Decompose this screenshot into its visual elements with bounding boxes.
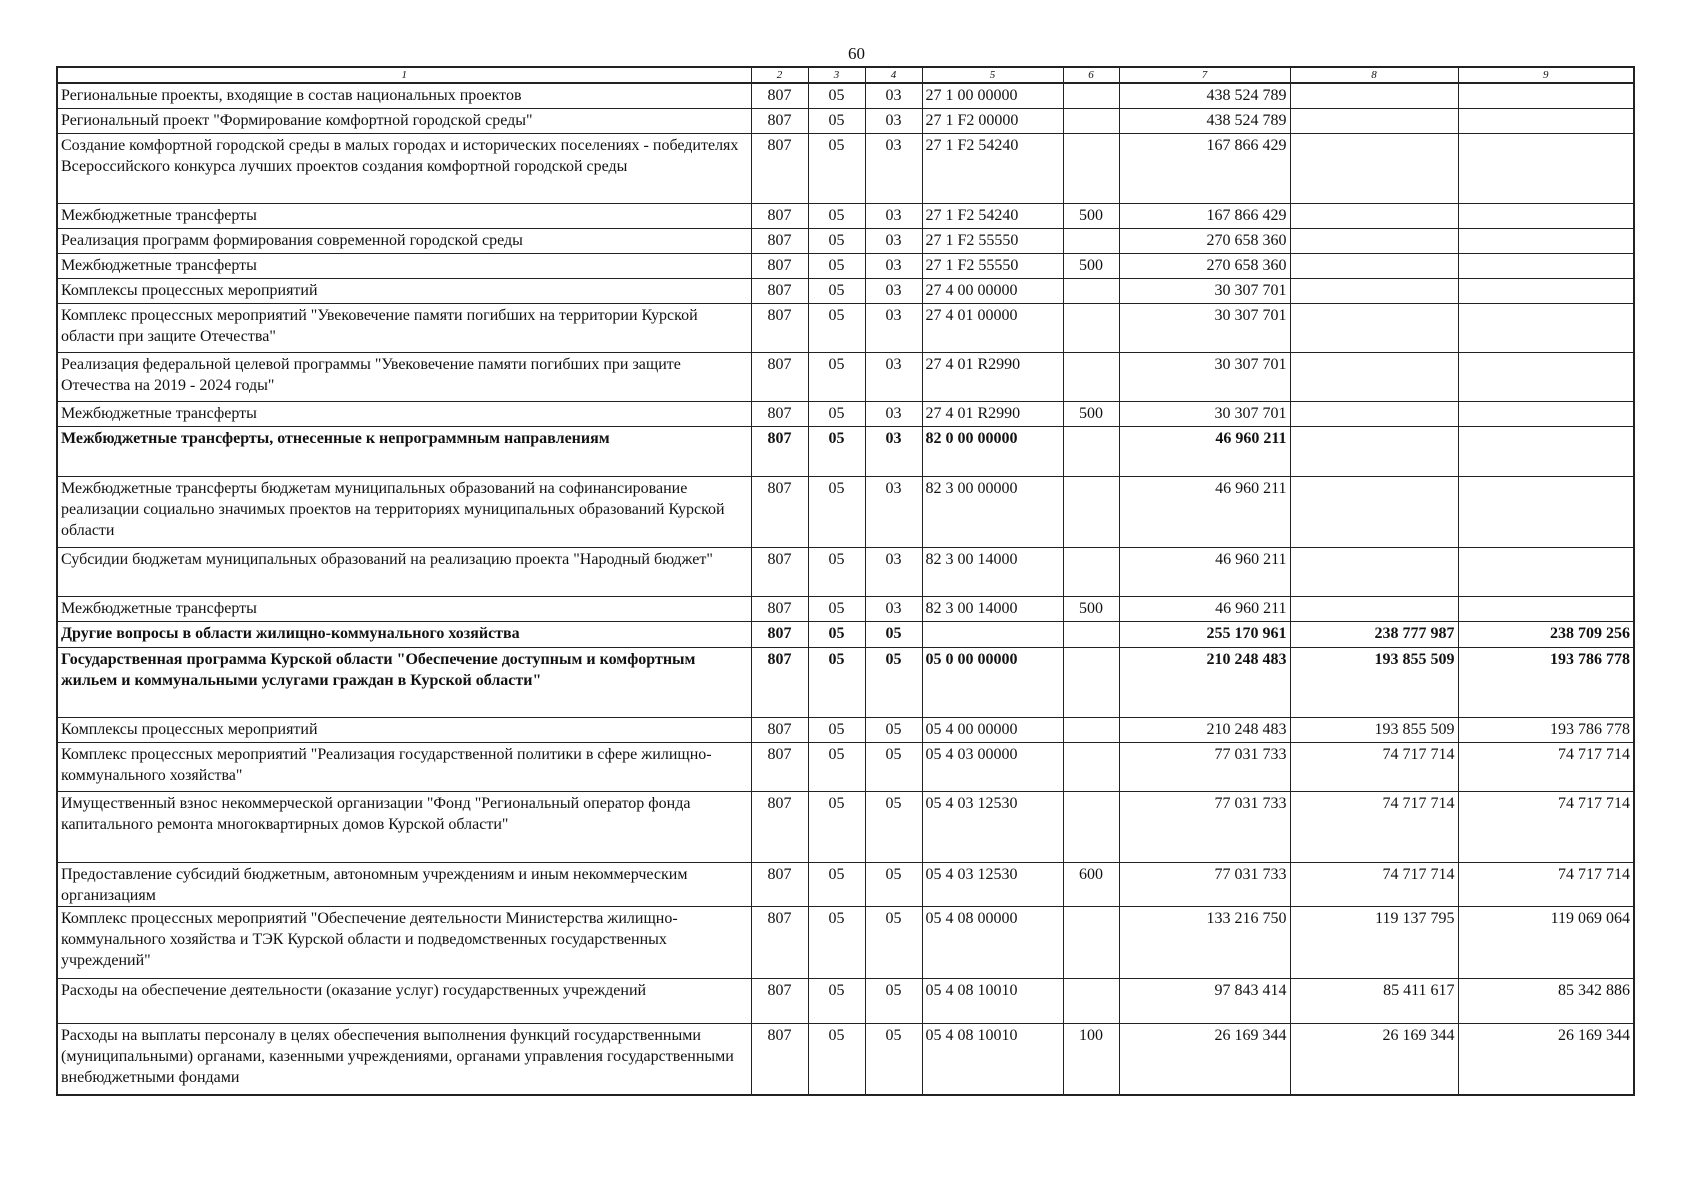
amount-year-1: 210 248 483 xyxy=(1119,717,1290,742)
amount-year-2: 193 855 509 xyxy=(1290,717,1458,742)
table-row xyxy=(57,862,1634,906)
column-number: 6 xyxy=(1063,67,1119,83)
section-code: 05 xyxy=(808,621,865,647)
amount-year-2: 74 717 714 xyxy=(1290,862,1458,906)
table-row xyxy=(57,621,1634,647)
amount-year-1: 30 307 701 xyxy=(1119,278,1290,303)
section-code: 05 xyxy=(808,352,865,401)
grbs-code: 807 xyxy=(751,717,808,742)
target-article-code: 27 1 F2 54240 xyxy=(922,133,1063,203)
subsection-code: 03 xyxy=(865,426,922,476)
amount-year-1: 438 524 789 xyxy=(1119,108,1290,133)
row-name: Межбюджетные трансферты, отнесенные к непрограммным направлениям xyxy=(57,426,751,476)
row-name: Имущественный взнос некоммерческой организации "Фонд "Региональный оператор фонда капитального ремонта многоквартирных домов Курской области" xyxy=(57,791,751,862)
section-code: 05 xyxy=(808,742,865,791)
target-article-code: 05 4 08 10010 xyxy=(922,1023,1063,1095)
table-row xyxy=(57,791,1634,862)
grbs-code: 807 xyxy=(751,647,808,717)
target-article-code: 05 4 08 00000 xyxy=(922,906,1063,978)
grbs-code: 807 xyxy=(751,547,808,596)
amount-year-2 xyxy=(1290,203,1458,228)
amount-year-1: 270 658 360 xyxy=(1119,228,1290,253)
subsection-code: 05 xyxy=(865,717,922,742)
subsection-code: 03 xyxy=(865,108,922,133)
grbs-code: 807 xyxy=(751,108,808,133)
subsection-code: 05 xyxy=(865,1023,922,1095)
subsection-code: 03 xyxy=(865,83,922,108)
row-name: Другие вопросы в области жилищно-коммунального хозяйства xyxy=(57,621,751,647)
amount-year-2: 85 411 617 xyxy=(1290,978,1458,1023)
target-article-code: 05 4 03 12530 xyxy=(922,862,1063,906)
row-name: Предоставление субсидий бюджетным, автономным учреждениям и иным некоммерческим организациям xyxy=(57,862,751,906)
amount-year-3 xyxy=(1458,547,1634,596)
amount-year-3: 119 069 064 xyxy=(1458,906,1634,978)
subsection-code: 03 xyxy=(865,278,922,303)
amount-year-1: 167 866 429 xyxy=(1119,133,1290,203)
column-number: 3 xyxy=(808,67,865,83)
table-row xyxy=(57,278,1634,303)
table-row xyxy=(57,253,1634,278)
amount-year-3 xyxy=(1458,203,1634,228)
expense-type-code: 600 xyxy=(1063,862,1119,906)
column-number: 7 xyxy=(1119,67,1290,83)
table-row xyxy=(57,717,1634,742)
expense-type-code: 500 xyxy=(1063,596,1119,621)
subsection-code: 03 xyxy=(865,133,922,203)
target-article-code: 05 4 03 12530 xyxy=(922,791,1063,862)
subsection-code: 03 xyxy=(865,476,922,547)
amount-year-3 xyxy=(1458,401,1634,426)
column-number: 8 xyxy=(1290,67,1458,83)
section-code: 05 xyxy=(808,83,865,108)
expense-type-code xyxy=(1063,547,1119,596)
grbs-code: 807 xyxy=(751,352,808,401)
amount-year-2: 26 169 344 xyxy=(1290,1023,1458,1095)
section-code: 05 xyxy=(808,476,865,547)
amount-year-1: 270 658 360 xyxy=(1119,253,1290,278)
amount-year-1: 167 866 429 xyxy=(1119,203,1290,228)
expense-type-code xyxy=(1063,647,1119,717)
table-row xyxy=(57,647,1634,717)
row-name: Создание комфортной городской среды в малых городах и исторических поселениях - победителях Всероссийского конкурса лучших проектов создания комфортной городской среды xyxy=(57,133,751,203)
column-number: 1 xyxy=(57,67,751,83)
target-article-code: 27 4 00 00000 xyxy=(922,278,1063,303)
target-article-code: 05 4 03 00000 xyxy=(922,742,1063,791)
budget-table xyxy=(56,66,1635,1096)
row-name: Расходы на обеспечение деятельности (оказание услуг) государственных учреждений xyxy=(57,978,751,1023)
target-article-code: 82 3 00 00000 xyxy=(922,476,1063,547)
section-code: 05 xyxy=(808,547,865,596)
grbs-code: 807 xyxy=(751,791,808,862)
table-row xyxy=(57,426,1634,476)
amount-year-3: 74 717 714 xyxy=(1458,862,1634,906)
row-name: Расходы на выплаты персоналу в целях обеспечения выполнения функций государственными (муниципальными) органами, казенными учреждениями, органами управления государственными внебюджетными фондами xyxy=(57,1023,751,1095)
grbs-code: 807 xyxy=(751,278,808,303)
table-row xyxy=(57,742,1634,791)
column-number: 9 xyxy=(1458,67,1634,83)
expense-type-code: 500 xyxy=(1063,401,1119,426)
grbs-code: 807 xyxy=(751,401,808,426)
amount-year-2 xyxy=(1290,352,1458,401)
grbs-code: 807 xyxy=(751,83,808,108)
amount-year-1: 46 960 211 xyxy=(1119,547,1290,596)
amount-year-1: 30 307 701 xyxy=(1119,303,1290,352)
row-name: Субсидии бюджетам муниципальных образований на реализацию проекта "Народный бюджет" xyxy=(57,547,751,596)
table-row xyxy=(57,352,1634,401)
amount-year-1: 46 960 211 xyxy=(1119,596,1290,621)
expense-type-code: 100 xyxy=(1063,1023,1119,1095)
target-article-code: 27 4 01 R2990 xyxy=(922,352,1063,401)
amount-year-3: 26 169 344 xyxy=(1458,1023,1634,1095)
amount-year-3 xyxy=(1458,352,1634,401)
subsection-code: 05 xyxy=(865,742,922,791)
amount-year-3 xyxy=(1458,83,1634,108)
section-code: 05 xyxy=(808,228,865,253)
subsection-code: 03 xyxy=(865,228,922,253)
amount-year-1: 210 248 483 xyxy=(1119,647,1290,717)
target-article-code: 05 0 00 00000 xyxy=(922,647,1063,717)
section-code: 05 xyxy=(808,278,865,303)
target-article-code: 82 3 00 14000 xyxy=(922,596,1063,621)
amount-year-2 xyxy=(1290,133,1458,203)
table-row xyxy=(57,228,1634,253)
row-name: Межбюджетные трансферты xyxy=(57,596,751,621)
row-name: Региональный проект "Формирование комфортной городской среды" xyxy=(57,108,751,133)
amount-year-1: 30 307 701 xyxy=(1119,401,1290,426)
grbs-code: 807 xyxy=(751,742,808,791)
table-row xyxy=(57,1023,1634,1095)
target-article-code: 27 1 00 00000 xyxy=(922,83,1063,108)
target-article-code: 05 4 00 00000 xyxy=(922,717,1063,742)
subsection-code: 05 xyxy=(865,862,922,906)
grbs-code: 807 xyxy=(751,133,808,203)
amount-year-1: 97 843 414 xyxy=(1119,978,1290,1023)
amount-year-2: 238 777 987 xyxy=(1290,621,1458,647)
subsection-code: 05 xyxy=(865,906,922,978)
amount-year-3: 74 717 714 xyxy=(1458,742,1634,791)
subsection-code: 03 xyxy=(865,352,922,401)
amount-year-1: 46 960 211 xyxy=(1119,476,1290,547)
row-name: Комплексы процессных мероприятий xyxy=(57,278,751,303)
section-code: 05 xyxy=(808,203,865,228)
table-row xyxy=(57,401,1634,426)
expense-type-code xyxy=(1063,303,1119,352)
section-code: 05 xyxy=(808,253,865,278)
table-row xyxy=(57,83,1634,108)
column-number: 5 xyxy=(922,67,1063,83)
subsection-code: 03 xyxy=(865,253,922,278)
amount-year-1: 255 170 961 xyxy=(1119,621,1290,647)
target-article-code: 05 4 08 10010 xyxy=(922,978,1063,1023)
amount-year-2 xyxy=(1290,547,1458,596)
table-row xyxy=(57,108,1634,133)
section-code: 05 xyxy=(808,1023,865,1095)
subsection-code: 05 xyxy=(865,647,922,717)
section-code: 05 xyxy=(808,978,865,1023)
row-name: Межбюджетные трансферты бюджетам муниципальных образований на софинансирование реализации социально значимых проектов на территориях муниципальных образований Курской области xyxy=(57,476,751,547)
amount-year-2 xyxy=(1290,426,1458,476)
expense-type-code xyxy=(1063,228,1119,253)
subsection-code: 03 xyxy=(865,401,922,426)
amount-year-1: 46 960 211 xyxy=(1119,426,1290,476)
amount-year-2 xyxy=(1290,476,1458,547)
amount-year-1: 77 031 733 xyxy=(1119,742,1290,791)
grbs-code: 807 xyxy=(751,1023,808,1095)
amount-year-2: 119 137 795 xyxy=(1290,906,1458,978)
amount-year-2 xyxy=(1290,401,1458,426)
target-article-code xyxy=(922,621,1063,647)
grbs-code: 807 xyxy=(751,228,808,253)
grbs-code: 807 xyxy=(751,621,808,647)
grbs-code: 807 xyxy=(751,596,808,621)
expense-type-code xyxy=(1063,717,1119,742)
section-code: 05 xyxy=(808,596,865,621)
column-number: 4 xyxy=(865,67,922,83)
row-name: Реализация программ формирования современной городской среды xyxy=(57,228,751,253)
target-article-code: 27 1 F2 55550 xyxy=(922,253,1063,278)
expense-type-code xyxy=(1063,108,1119,133)
grbs-code: 807 xyxy=(751,303,808,352)
amount-year-3: 238 709 256 xyxy=(1458,621,1634,647)
amount-year-1: 133 216 750 xyxy=(1119,906,1290,978)
table-row xyxy=(57,203,1634,228)
row-name: Комплекс процессных мероприятий "Обеспечение деятельности Министерства жилищно-коммунального хозяйства и ТЭК Курской области и подведомственных государственных учреждений" xyxy=(57,906,751,978)
target-article-code: 82 3 00 14000 xyxy=(922,547,1063,596)
amount-year-3 xyxy=(1458,108,1634,133)
amount-year-3 xyxy=(1458,303,1634,352)
grbs-code: 807 xyxy=(751,862,808,906)
expense-type-code xyxy=(1063,791,1119,862)
expense-type-code xyxy=(1063,133,1119,203)
amount-year-3 xyxy=(1458,278,1634,303)
column-number: 2 xyxy=(751,67,808,83)
amount-year-2 xyxy=(1290,303,1458,352)
amount-year-2 xyxy=(1290,596,1458,621)
amount-year-1: 30 307 701 xyxy=(1119,352,1290,401)
table-row xyxy=(57,596,1634,621)
table-row xyxy=(57,978,1634,1023)
amount-year-2 xyxy=(1290,278,1458,303)
grbs-code: 807 xyxy=(751,253,808,278)
subsection-code: 03 xyxy=(865,303,922,352)
grbs-code: 807 xyxy=(751,476,808,547)
amount-year-2: 74 717 714 xyxy=(1290,791,1458,862)
expense-type-code xyxy=(1063,621,1119,647)
target-article-code: 27 4 01 R2990 xyxy=(922,401,1063,426)
section-code: 05 xyxy=(808,647,865,717)
section-code: 05 xyxy=(808,108,865,133)
table-row xyxy=(57,476,1634,547)
grbs-code: 807 xyxy=(751,203,808,228)
expense-type-code xyxy=(1063,906,1119,978)
amount-year-3 xyxy=(1458,228,1634,253)
table-row xyxy=(57,303,1634,352)
expense-type-code xyxy=(1063,426,1119,476)
subsection-code: 03 xyxy=(865,547,922,596)
amount-year-2: 74 717 714 xyxy=(1290,742,1458,791)
section-code: 05 xyxy=(808,303,865,352)
table-row xyxy=(57,133,1634,203)
subsection-code: 03 xyxy=(865,596,922,621)
subsection-code: 03 xyxy=(865,203,922,228)
amount-year-3: 193 786 778 xyxy=(1458,647,1634,717)
amount-year-3 xyxy=(1458,596,1634,621)
amount-year-3 xyxy=(1458,253,1634,278)
target-article-code: 27 4 01 00000 xyxy=(922,303,1063,352)
row-name: Межбюджетные трансферты xyxy=(57,253,751,278)
expense-type-code xyxy=(1063,278,1119,303)
amount-year-3 xyxy=(1458,426,1634,476)
row-name: Комплекс процессных мероприятий "Реализация государственной политики в сфере жилищно-коммунального хозяйства" xyxy=(57,742,751,791)
section-code: 05 xyxy=(808,862,865,906)
column-number-row xyxy=(57,67,1634,83)
grbs-code: 807 xyxy=(751,978,808,1023)
amount-year-3 xyxy=(1458,476,1634,547)
section-code: 05 xyxy=(808,426,865,476)
section-code: 05 xyxy=(808,401,865,426)
amount-year-3: 85 342 886 xyxy=(1458,978,1634,1023)
amount-year-2: 193 855 509 xyxy=(1290,647,1458,717)
amount-year-3: 74 717 714 xyxy=(1458,791,1634,862)
row-name: Межбюджетные трансферты xyxy=(57,203,751,228)
target-article-code: 82 0 00 00000 xyxy=(922,426,1063,476)
section-code: 05 xyxy=(808,906,865,978)
subsection-code: 05 xyxy=(865,791,922,862)
row-name: Межбюджетные трансферты xyxy=(57,401,751,426)
section-code: 05 xyxy=(808,717,865,742)
amount-year-2 xyxy=(1290,83,1458,108)
subsection-code: 05 xyxy=(865,978,922,1023)
target-article-code: 27 1 F2 00000 xyxy=(922,108,1063,133)
grbs-code: 807 xyxy=(751,426,808,476)
expense-type-code xyxy=(1063,352,1119,401)
amount-year-3: 193 786 778 xyxy=(1458,717,1634,742)
expense-type-code xyxy=(1063,476,1119,547)
target-article-code: 27 1 F2 54240 xyxy=(922,203,1063,228)
table-row xyxy=(57,906,1634,978)
amount-year-3 xyxy=(1458,133,1634,203)
amount-year-2 xyxy=(1290,108,1458,133)
expense-type-code: 500 xyxy=(1063,203,1119,228)
row-name: Государственная программа Курской области "Обеспечение доступным и комфортным жильем и коммунальными услугами граждан в Курской области" xyxy=(57,647,751,717)
amount-year-1: 438 524 789 xyxy=(1119,83,1290,108)
amount-year-2 xyxy=(1290,253,1458,278)
subsection-code: 05 xyxy=(865,621,922,647)
row-name: Комплекс процессных мероприятий "Увековечение памяти погибших на территории Курской области при защите Отечества" xyxy=(57,303,751,352)
row-name: Региональные проекты, входящие в состав национальных проектов xyxy=(57,83,751,108)
row-name: Реализация федеральной целевой программы "Увековечение памяти погибших при защите Отечества на 2019 - 2024 годы" xyxy=(57,352,751,401)
expense-type-code xyxy=(1063,83,1119,108)
section-code: 05 xyxy=(808,791,865,862)
amount-year-1: 26 169 344 xyxy=(1119,1023,1290,1095)
expense-type-code xyxy=(1063,978,1119,1023)
expense-type-code: 500 xyxy=(1063,253,1119,278)
amount-year-1: 77 031 733 xyxy=(1119,791,1290,862)
grbs-code: 807 xyxy=(751,906,808,978)
target-article-code: 27 1 F2 55550 xyxy=(922,228,1063,253)
row-name: Комплексы процессных мероприятий xyxy=(57,717,751,742)
expense-type-code xyxy=(1063,742,1119,791)
table-row xyxy=(57,547,1634,596)
amount-year-1: 77 031 733 xyxy=(1119,862,1290,906)
section-code: 05 xyxy=(808,133,865,203)
amount-year-2 xyxy=(1290,228,1458,253)
page-number: 60 xyxy=(848,44,865,63)
